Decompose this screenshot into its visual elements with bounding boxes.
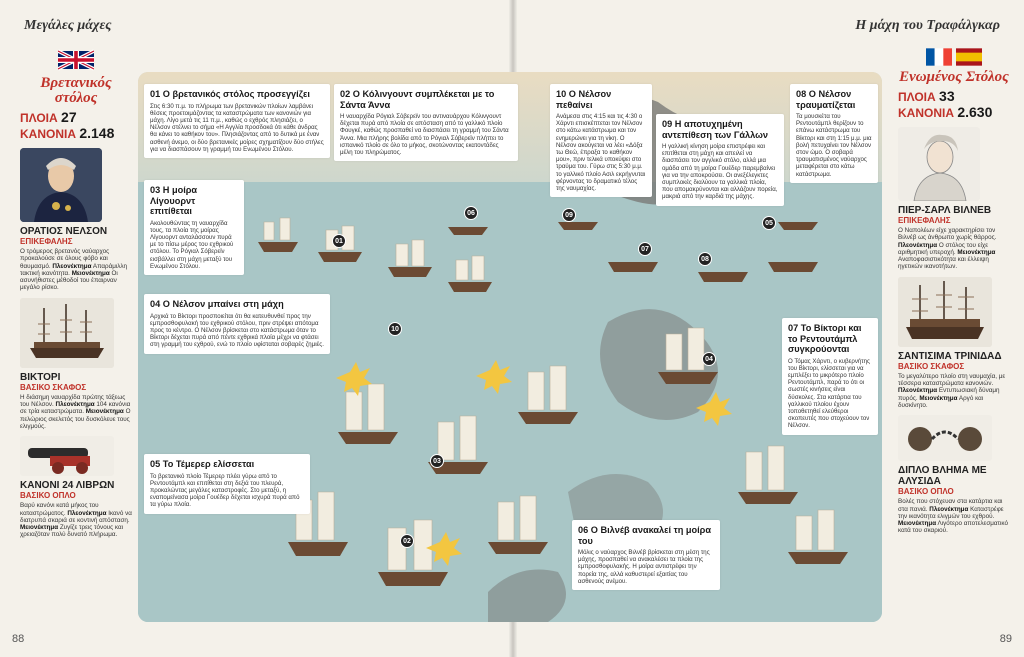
uk-flag-icon: [58, 48, 94, 72]
event-05-title: 05 Το Τέμερερ ελίσσεται: [150, 459, 255, 469]
british-fleet-column: [20, 48, 132, 637]
event-box-10: [550, 84, 652, 197]
event-box-08: [790, 84, 878, 183]
chain-shot-name: ΔΙΠΛΟ ΒΛΗΜΑ ΜΕ ΑΛΥΣΙΔΑ: [898, 465, 987, 488]
spain-flag-icon: [956, 48, 982, 66]
event-02-title: 02 Ο Κόλινγουντ συμπλέκεται με το Σάντα Άννα: [340, 89, 495, 110]
event-10-title: 10 Ο Νέλσον πεθαίνει: [556, 89, 612, 110]
nelson-description: Ο τρόμερος βρετανός ναύαρχος προκαλούσε σε όλους φόβο και θαυμασμό. Πλεονέκτημα Απαράμιλλη τακτική ικανότητα. Μειονέκτημα Οι ασυνήθιστες μέθοδοί του έπαιρναν μεγάλο ρίσκο.: [20, 248, 128, 292]
british-fleet-title: Βρετανικός στόλος: [40, 75, 112, 106]
event-07-title: 07 Το Βίκτορι και το Ρεντουτάμπλ συγκρούονται: [788, 323, 862, 354]
british-guns-stat: ΚΑΝΟΝΙΑ 2.148: [20, 125, 115, 141]
event-box-02: [334, 84, 518, 161]
event-08-text: Τα μουσκέτα του Ρεντουτάμπλ θερίζουν το επάνω κατάστρωμα του Βίκτορι και στη 1:15 μ.μ. μια βολή πετυχαίνει τον Νέλσον στον ώμο. Ο σοβαρά τραυματισμένος ναύαρχος μεταφέρεται στο κάτω κατάστρωμα.: [796, 113, 872, 178]
nelson-role: ΕΠΙΚΕΦΑΛΗΣ: [20, 237, 73, 246]
trinidad-ship-image: [898, 277, 992, 347]
event-04-text: Αρχικά το Βίκτορι προσποιείται ότι θα κατευθυνθεί προς την εμπροσθοφυλακή του εχθρικού στόλου, πριν στρέψει απότομα προς το κέντρο. Ο Νέλσον βρίσκεται στο κατάστρωμα όταν το Βίκτορι δέχεται πυρά από πέντε εχθρικά πλοία μέχρι να φτάσει στη γραμμή του εχθρού, ενώ το πλοίο υφίσταται σοβαρές ζημιές.: [150, 312, 324, 349]
victory-ship-image: [20, 298, 114, 368]
allied-fleet-column: [898, 48, 1010, 637]
british-ships-stat: ΠΛΟΙΑ 27: [20, 109, 77, 125]
event-08-title: 08 Ο Νέλσον τραυματίζεται: [796, 89, 856, 110]
event-03-text: Ακολουθώντας τη ναυαρχίδα τους, τα πλοία της μοίρας Λίγουορντ ανταλάσσουν πυρά με το πίσω μέρος του εχθρικού στόλου. Το Ρόγιαλ Σόβερεϊν εισβάλλει στη μάχη μεταξύ του Ενωμένου Στόλου.: [150, 219, 234, 270]
event-10-text: Ανάμεσα στις 4:15 και τις 4:30 ο Χάρντι επισκέπτεται τον Νέλσον στο κάτω κατάστρωμα και τον ενημερώνει για τη νίκη. Ο Νέλσον ακούγεται να λέει «Δόξα τω Θεώ, έπραξα το καθήκον μου», πριν τελικά υποκύψει στο τραύμα του. Γύρω στις 5:30 μ.μ. το γαλλικό πλοίο Ασιλ εκρήγνυται φέρνοντας το δραματικό τέλος της ναυμαχίας.: [556, 113, 646, 193]
event-01-text: Στις 6:30 π.μ. το πλήρωμα των βρετανικών πλοίων λαμβάνει θέσεις προετοιμάζοντας τα καταστρώματα των κανονιών για μάχη. Λίγο μετά τις 11 π.μ., καθώς ο εχθρός πλησιάζει, ο Νέλσον στέλνει το σήμα «Η Αγγλία προσδοκά ότι κάθε άνδρας θα κάνει το καθήκον του». Πλησιάζοντας από το δυτικά με έναν ασθενή άνεμο, οι δύο βρετανικές μοίρες σχηματίζουν δύο στήλες για να διασπάσουν τη γραμμή του Ενωμένου Στόλου.: [150, 102, 324, 153]
villeneuve-description: Ο Ναπολέων είχε χαρακτηρίσει τον Βιλνέβ ως άνθρωπο χωρίς θάρρος. Πλεονέκτημα Ο στόλος του είχε αριθμητική υπεροχή. Μειονέκτημα Αναποφασιστικότητα και έλλειψη ηγετικών ικανοτήτων.: [898, 227, 997, 271]
villeneuve-name: ΠΙΕΡ-ΣΑΡΛ ΒΙΛΝΕΒ: [898, 205, 992, 216]
scene-marker-05: 05: [762, 216, 776, 230]
cannon-role: ΒΑΣΙΚΟ ΟΠΛΟ: [20, 491, 76, 501]
scene-marker-09: 09: [562, 208, 576, 222]
event-09-title: 09 Η αποτυχημένη αντεπίθεση των Γάλλων: [662, 119, 768, 140]
right-page-number: 89: [999, 633, 1012, 645]
france-flag-icon: [926, 48, 952, 66]
scene-marker-10: 10: [388, 322, 402, 336]
cannon-name: ΚΑΝΟΝΙ 24 ΛΙΒΡΩΝ: [20, 480, 115, 492]
event-box-05: [144, 454, 310, 514]
allied-guns-stat: ΚΑΝΟΝΙΑ 2.630: [898, 104, 993, 120]
event-box-09: [656, 114, 784, 206]
event-box-06: [572, 520, 720, 590]
trinidad-description: Το μεγαλύτερο πλοίο στη ναυμαχία, με τέσσερα καταστρώματα κανονιών. Πλεονέκτημα Εντυπωσιακή δύναμη πυρός. Μειονέκτημα Αργό και δυσκίνητο.: [898, 372, 1006, 409]
event-09-text: Η γαλλική κίνηση μοίρα επιστρέφει και επιτίθεται στη μάχη και απειλεί να διασπάσει τον αγγλικό στόλο, αλλά μια ομάδα από τη μοίρα Γουέδερ παρεμβαίνει για να την αποκρούσει. Οι ανεξέλεγκτες συμπλοκές διαλύουν τα γαλλικά πλοία, που απομακρύνονται και αλλάζουν πορεία, μακριά από την καρδιά της μάχης.: [662, 143, 778, 201]
left-running-head: Μεγάλες μάχες: [24, 18, 112, 33]
event-06-title: 06 Ο Βιλνέβ ανακαλεί τη μοίρα του: [578, 525, 712, 546]
event-07-text: Ο Τόμας Χάρντι, ο κυβερνήτης του Βίκτορι, ελίσσεται για να εμπλέξει το μικρότερο πλοίο Ρεντουτάμπλ, παρά το ότι οι σωστές κινήσεις είναι δύσκολες. Στα κατάρτια του γαλλικού πλοίου έχουν τοποθετηθεί ελεύθεροι σκοπευτές που στοχεύουν τον Νέλσον.: [788, 357, 870, 430]
battle-illustration: [138, 72, 882, 622]
chain-shot-image: [898, 415, 992, 461]
nelson-portrait: [20, 148, 102, 222]
cannon-description: Βαρύ κανόνι κατά μήκος του καταστρώματος. Πλεονέκτημα Ικανό να διατρυπά σκαριά σε κοντινή απόσταση. Μειονέκτημα Ζυγίζε τρεις τόνους και χρειαζόταν πολύ δυνατό πλήρωμα.: [20, 502, 132, 539]
cannon-image: [20, 436, 114, 476]
scene-marker-04: 04: [702, 352, 716, 366]
trinidad-name: ΣΑΝΤΙΣΙΜΑ ΤΡΙΝΙΔΑΔ: [898, 350, 1002, 362]
victory-description: Η διάσημη ναυαρχίδα πρώτης τάξεως του Νέλσον. Πλεονέκτημα 104 κανόνια σε τρία καταστρώματα. Μειονέκτημα Ο πελώριος σκελετός του δυσκόλευε τους ελιγμούς.: [20, 393, 131, 430]
victory-role: ΒΑΣΙΚΟ ΣΚΑΦΟΣ: [20, 382, 87, 392]
victory-name: ΒΙΚΤΟΡΙ: [20, 371, 61, 383]
right-running-head: Η μάχη του Τραφάλγκαρ: [855, 18, 1000, 33]
nelson-name: ΟΡΑΤΙΟΣ ΝΕΛΣΟΝ: [20, 226, 108, 237]
villeneuve-role: ΕΠΙΚΕΦΑΛΗΣ: [898, 216, 951, 225]
event-01-title: 01 Ο βρετανικός στόλος προσεγγίζει: [150, 89, 310, 99]
event-02-text: Η ναυαρχίδα Ρόγιαλ Σόβερεϊν του αντιναυάρχου Κόλινγουντ δέχεται πυρά από πλοία σε απόσταση από το γαλλικό πλοίο Φουγκέ, καθώς προσπαθεί να διασπάσει τη γραμμή του Σάντα Άννα. Μια πλήρης βολίδα από το Ρόγιαλ Σόβερεϊν πλήττει το ισπανικό πλοίο σε όλο το μήκος, σκοτώνοντας εκατοντάδες μέλη του πληρώματος.: [340, 113, 509, 157]
chain-shot-role: ΒΑΣΙΚΟ ΟΠΛΟ: [898, 487, 954, 497]
scene-marker-08: 08: [698, 252, 712, 266]
event-box-03: [144, 180, 244, 275]
event-03-title: 03 Η μοίρα Λίγουορντ επιτίθεται: [150, 185, 198, 216]
scene-marker-06: 06: [464, 206, 478, 220]
allied-fleet-title: Ενωμένος Στόλος: [899, 69, 1009, 85]
event-box-01: [144, 84, 330, 158]
trinidad-role: ΒΑΣΙΚΟ ΣΚΑΦΟΣ: [898, 361, 965, 371]
villeneuve-portrait: [898, 127, 980, 201]
chain-shot-description: Βολές που στόχευαν στα κατάρτια και στα πανιά. Πλεονέκτημα Καταστρέφε την ικανότητα ελιγμών του εχθρού. Μειονέκτημα Λιγότερο αποτελεσματικό κατά του σκαριού.: [898, 498, 1008, 535]
event-box-07: [782, 318, 878, 435]
event-04-title: 04 Ο Νέλσον μπαίνει στη μάχη: [150, 299, 284, 309]
event-box-04: [144, 294, 330, 354]
event-05-text: Το βρετανικό πλοίο Τέμερερ πλέει γύρω από το Ρεντουτάμπλ και επιτίθεται στη δεξιά του πλευρά, προκαλώντας μεγάλες καταστροφές. Στο μεταξύ, η εναπομείνασα μοίρα Γουέδερ δέχεται ισχυρά πυρά από τα γύρω πλοία.: [150, 472, 300, 509]
scene-marker-01: 01: [332, 234, 346, 248]
scene-marker-02: 02: [400, 534, 414, 548]
event-06-text: Μόλις ο ναύαρχος Βιλνέβ βρίσκεται στη μέση της μάχης, προσπαθεί να ανακαλέσει τα πλοία της εμπροσθοφυλακής. Η μοίρα αντιστρέφει την πορεία της, αλλά καθυστερεί εξαιτίας του ασθενούς ανέμου.: [578, 549, 710, 585]
allied-flags: [898, 48, 1010, 66]
scene-marker-03: 03: [430, 454, 444, 468]
left-page-number: 88: [12, 633, 25, 645]
scene-marker-07: 07: [638, 242, 652, 256]
allied-ships-stat: ΠΛΟΙΑ 33: [898, 88, 955, 104]
